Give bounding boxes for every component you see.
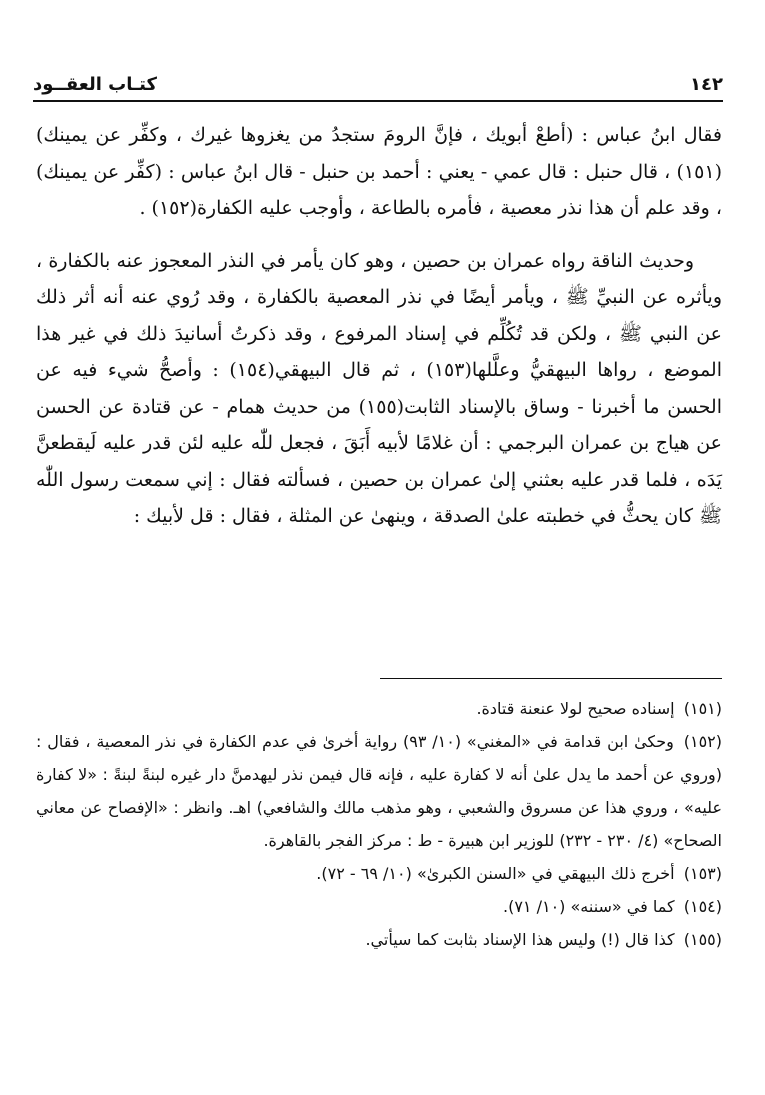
main-text	[36, 117, 722, 535]
footnote-151	[36, 692, 722, 725]
page-number: ١٤٢	[690, 74, 723, 95]
paragraph-1: فقال ابنُ عباس : (أطعْ أبويك ، فإنَّ الرومَ ستجدُ من يغزوها غيرك ، وكفِّر عن يمينك)(١٥١) ، قال حنبل : قال عمي - يعني : أحمد بن حنبل - قال ابنُ عباس : (كفِّر عن يمينك) ، وقد علم أن هذا نذر معصية ، فأمره بالطاعة ، وأوجب عليه الكفارة(١٥٢) .	[36, 124, 722, 219]
footnote-divider	[380, 678, 722, 679]
footnote-number: (١٥٢)	[683, 732, 722, 751]
footnote-152	[36, 725, 722, 857]
footnote-text: إسناده صحيح لولا عنعنة قتادة.	[476, 699, 675, 718]
footnote-text: كذا قال (!) وليس هذا الإسناد بثابت كما سيأتي.	[365, 930, 675, 949]
paragraph-2: وحديث الناقة رواه عمران بن حصين ، وهو كان يأمر في النذر المعجوز عنه بالكفارة ، ويأثره عن النبيِّ ﷺ ، ويأمر أيضًا في نذر المعصية بالكفارة ، وقد رُوي عنه أنه أثر ذلك عن النبي ﷺ ، ولكن قد تُكُلِّم في إسناد المرفوع ، وقد ذكرتُ أسانيدَ ذلك في غير هذا الموضع ، رواها البيهقيُّ وعلَّلها(١٥٣) ، ثم قال البيهقي(١٥٤) : وأصحُّ شيء فيه عن الحسن ما أخبرنا - وساق بالإسناد الثابت(١٥٥) من حديث همام - عن قتادة عن الحسن عن هياج بن عمران البرجمي : أن غلامًا لأبيه أَبَقَ ، فجعل للّٰه عليه لئن قدر عليه لَيقطعنَّ يَدَه ، فلما قدر عليه بعثني إلىٰ عمران بن حصين ، فسألته فقال : إني سمعت رسول اللّٰه ﷺ كان يحثُّ في خطبته علىٰ الصدقة ، وينهىٰ عن المثلة ، فقال : قل لأبيك :	[36, 249, 723, 527]
footnote-number: (١٥٥)	[683, 930, 722, 949]
footnote-155	[36, 923, 722, 956]
footnote-153	[36, 857, 722, 890]
footnote-number: (١٥٤)	[683, 897, 722, 916]
footnote-text: أخرج ذلك البيهقي في «السنن الكبرىٰ» (١٠/ ٦٩ - ٧٢).	[316, 864, 675, 883]
footnotes	[36, 692, 722, 956]
book-title: كتـاب العقــود	[33, 74, 157, 95]
footnote-number: (١٥٣)	[683, 864, 722, 883]
footnote-number: (١٥١)	[683, 699, 722, 718]
footnote-154	[36, 890, 722, 923]
footnote-text: وحكىٰ ابن قدامة في «المغني» (١٠/ ٩٣) رواية أخرىٰ في عدم الكفارة في نذر المعصية ، فقال : (وروي عن أحمد ما يدل علىٰ أنه لا كفارة عليه ، فإنه قال فيمن نذر ليهدمنَّ دار غيره لبنةً لبنةً : «لا كفارة عليه» ، وروي هذا عن مسروق والشعبي ، وهو مذهب مالك والشافعي) اهـ. وانظر : «الإفصاح عن معاني الصحاح» (٤/ ٢٣٠ - ٢٣٢) للوزير ابن هبيرة - ط : مركز الفجر بالقاهرة.	[36, 732, 722, 850]
footnote-text: كما في «سننه» (١٠/ ٧١).	[502, 897, 675, 916]
page-header	[33, 72, 723, 102]
